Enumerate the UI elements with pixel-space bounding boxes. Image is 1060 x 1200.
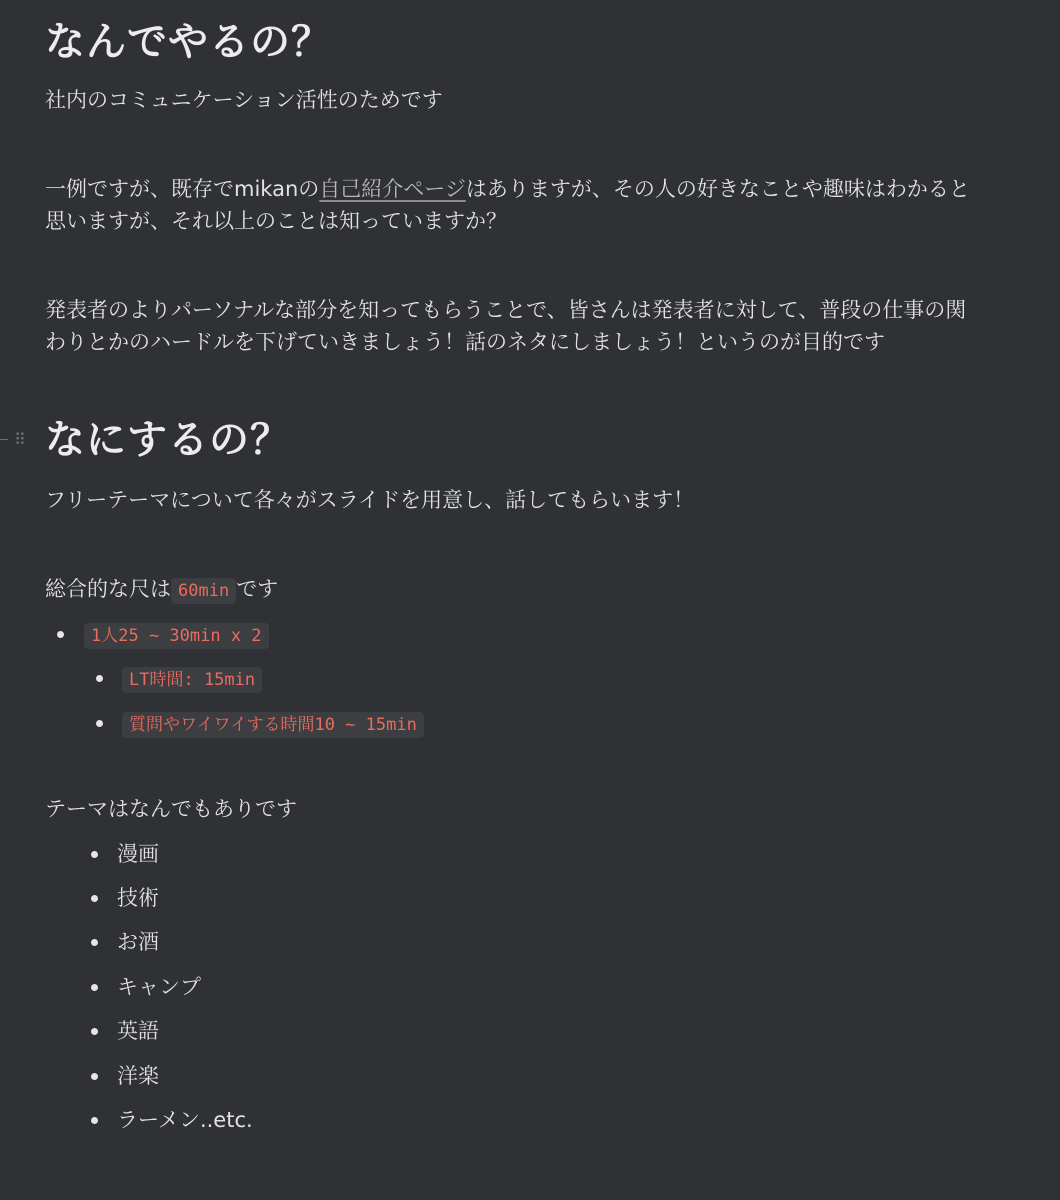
paragraph-example[interactable]	[45, 173, 1020, 237]
paragraph-purpose[interactable]: 社内のコミュニケーション活性のためです	[45, 88, 443, 112]
paragraph-themes-intro[interactable]: テーマはなんでもありです	[45, 797, 297, 821]
paragraph-goal-line2: わりとかのハードルを下げていきましょう！話のネタにしましょう！というのが目的です	[45, 330, 885, 354]
qa-time-code: 質問やワイワイする時間10 ~ 15min	[122, 712, 424, 738]
paragraph-example-line2: 思いますが、それ以上のことは知っていますか？	[45, 209, 507, 233]
list-item-per-person[interactable]	[84, 618, 269, 652]
bullet-dot	[57, 631, 64, 638]
self-intro-page-link[interactable]: 自己紹介ページ	[319, 177, 466, 201]
paragraph-free-theme[interactable]: フリーテーマについて各々がスライドを用意し、話してもらいます！	[45, 488, 695, 512]
six-dots-icon: ⠿	[14, 430, 25, 449]
block-guide-line	[0, 439, 8, 440]
heading-why[interactable]: なんでやるの？	[45, 19, 332, 65]
list-item[interactable]: 洋楽	[117, 1064, 159, 1088]
paragraph-goal-line1: 発表者のよりパーソナルな部分を知ってもらうことで、皆さんは発表者に対して、普段の仕事の関	[45, 298, 967, 322]
list-item[interactable]: 漫画	[117, 842, 159, 866]
bullet-dot	[91, 1073, 98, 1080]
bullet-dot	[91, 895, 98, 902]
drag-handle-icon[interactable]	[0, 428, 30, 452]
lt-time-code: LT時間: 15min	[122, 667, 262, 693]
paragraph-example-text-start: 一例ですが、既存でmikanの	[45, 177, 320, 201]
duration-text-end: です	[236, 577, 279, 601]
heading-what[interactable]: なにするの？	[45, 417, 291, 463]
list-item[interactable]: キャンプ	[117, 975, 201, 999]
duration-code: 60min	[171, 578, 236, 604]
paragraph-example-text-end: はありますが、その人の好きなことや趣味はわかると	[465, 177, 970, 201]
per-person-code: 1人25 ~ 30min x 2	[84, 623, 269, 649]
bullet-dot	[91, 984, 98, 991]
list-item-qa-time[interactable]	[122, 707, 424, 741]
list-item-lt-time[interactable]	[122, 662, 262, 696]
bullet-dot	[91, 939, 98, 946]
bullet-dot	[96, 675, 103, 682]
bullet-dot	[96, 720, 103, 727]
list-item[interactable]: ラーメン..etc.	[117, 1108, 253, 1132]
bullet-dot	[91, 1028, 98, 1035]
paragraph-goal[interactable]	[45, 294, 1020, 358]
bullet-dot	[91, 1117, 98, 1124]
list-item[interactable]: お酒	[117, 930, 159, 954]
duration-text-start: 総合的な尺は	[45, 577, 171, 601]
bullet-dot	[91, 851, 98, 858]
list-item[interactable]: 英語	[117, 1019, 159, 1043]
paragraph-duration[interactable]	[45, 573, 1020, 607]
list-item[interactable]: 技術	[117, 886, 159, 910]
